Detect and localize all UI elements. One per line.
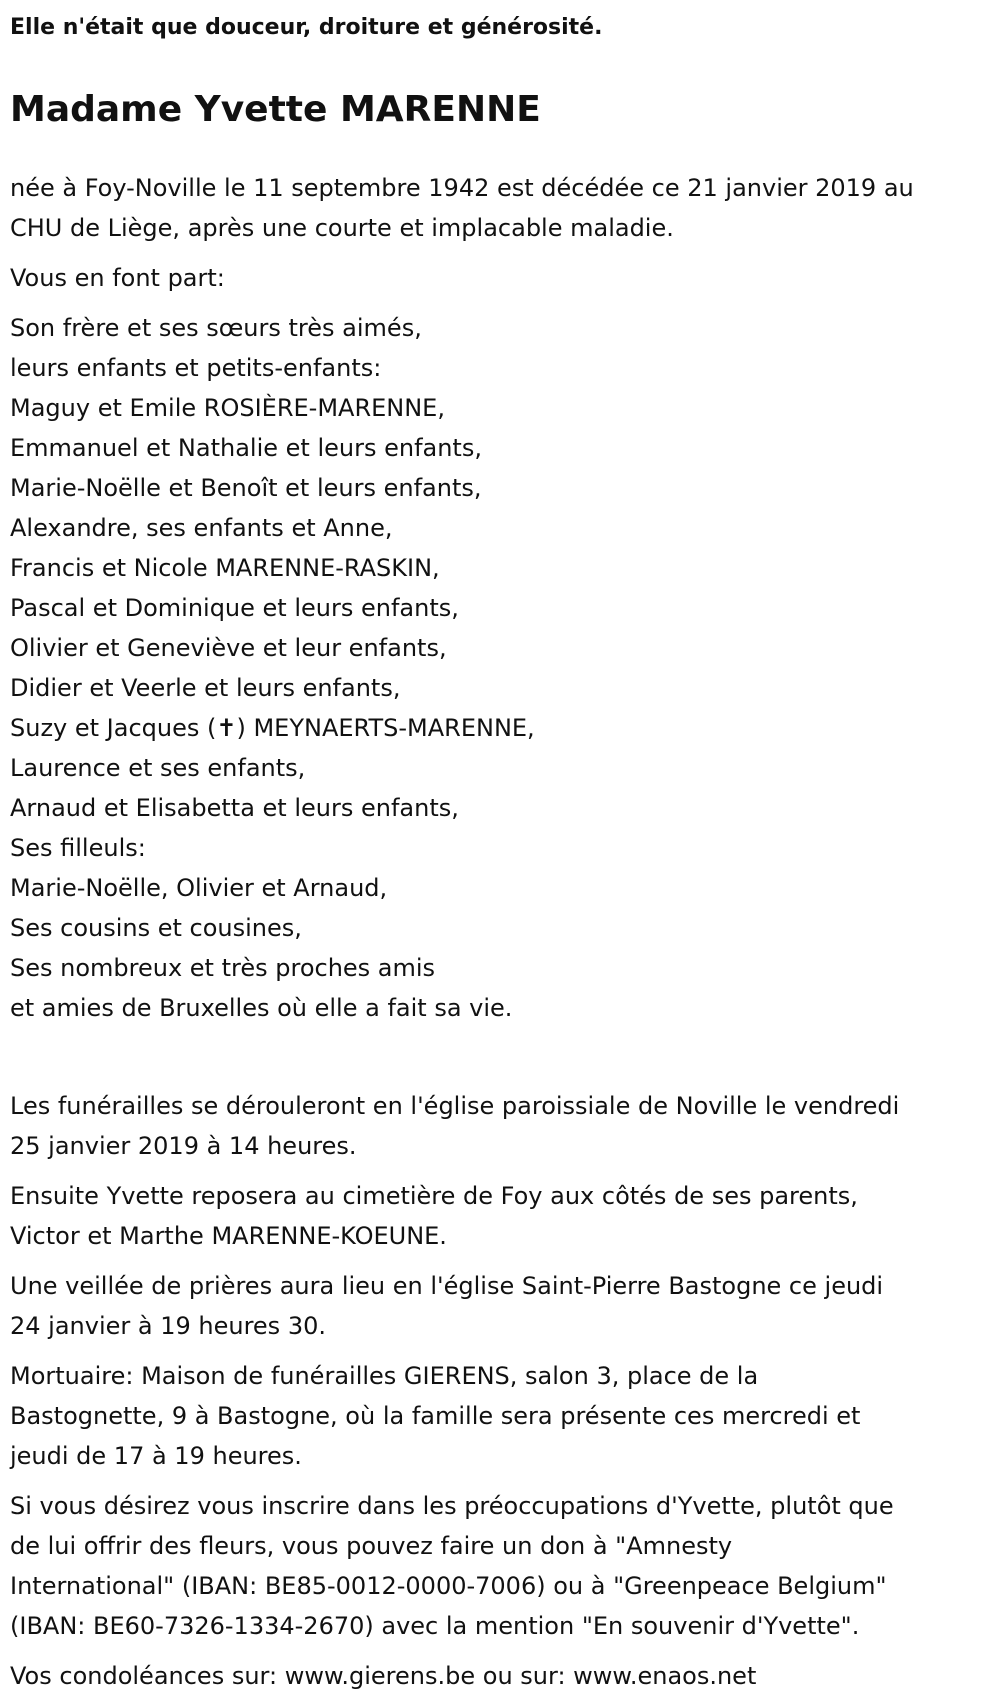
family-line: et amies de Bruxelles où elle a fait sa vie. <box>10 994 513 1022</box>
text-line: Les funérailles se dérouleront en l'église paroissiale de Noville le vendredi <box>10 1092 900 1120</box>
mortuary-paragraph <box>10 1356 990 1476</box>
text-line: Mortuaire: Maison de funérailles GIERENS, salon 3, place de la <box>10 1362 759 1390</box>
epigraph: Elle n'était que douceur, droiture et générosité. <box>10 15 603 40</box>
text-line: 25 janvier 2019 à 14 heures. <box>10 1132 357 1160</box>
family-line: Francis et Nicole MARENNE-RASKIN, <box>10 554 440 582</box>
family-list <box>10 308 990 1028</box>
family-line: Ses nombreux et très proches amis <box>10 954 436 982</box>
text-line: Vous en font part: <box>10 264 225 292</box>
text-line: Bastognette, 9 à Bastogne, où la famille sera présente ces mercredi et <box>10 1402 861 1430</box>
family-line: Suzy et Jacques (✝) MEYNAERTS-MARENNE, <box>10 714 535 742</box>
family-line: Ses cousins et cousines, <box>10 914 302 942</box>
funeral-paragraph <box>10 1086 990 1166</box>
family-line: leurs enfants et petits-enfants: <box>10 354 382 382</box>
donation-paragraph <box>10 1486 990 1646</box>
family-line: Alexandre, ses enfants et Anne, <box>10 514 393 542</box>
deceased-name: Madame Yvette MARENNE <box>10 89 541 130</box>
text-line: Si vous désirez vous inscrire dans les préoccupations d'Yvette, plutôt que <box>10 1492 894 1520</box>
family-line: Arnaud et Elisabetta et leurs enfants, <box>10 794 459 822</box>
burial-paragraph <box>10 1176 990 1256</box>
birth-death-paragraph <box>10 168 990 248</box>
announcement <box>10 258 990 298</box>
family-line: Olivier et Geneviève et leur enfants, <box>10 634 447 662</box>
family-line: Pascal et Dominique et leurs enfants, <box>10 594 459 622</box>
vigil-paragraph <box>10 1266 990 1346</box>
family-line: Son frère et ses sœurs très aimés, <box>10 314 422 342</box>
condolences-paragraph <box>10 1656 990 1696</box>
text-line: (IBAN: BE60-7326-1334-2670) avec la mention "En souvenir d'Yvette". <box>10 1612 860 1640</box>
family-line: Laurence et ses enfants, <box>10 754 306 782</box>
family-line: Maguy et Emile ROSIÈRE-MARENNE, <box>10 394 445 422</box>
condolences-text: Vos condoléances sur: www.gierens.be ou sur: www.enaos.net <box>10 1662 757 1690</box>
text-line: jeudi de 17 à 19 heures. <box>10 1442 302 1470</box>
text-line: International" (IBAN: BE85-0012-0000-7006) ou à "Greenpeace Belgium" <box>10 1572 887 1600</box>
family-line: Emmanuel et Nathalie et leurs enfants, <box>10 434 482 462</box>
text-line: Une veillée de prières aura lieu en l'église Saint-Pierre Bastogne ce jeudi <box>10 1272 884 1300</box>
text-line: Ensuite Yvette reposera au cimetière de Foy aux côtés de ses parents, <box>10 1182 858 1210</box>
family-line: Marie-Noëlle, Olivier et Arnaud, <box>10 874 388 902</box>
family-line: Marie-Noëlle et Benoît et leurs enfants, <box>10 474 482 502</box>
family-line: Ses filleuls: <box>10 834 146 862</box>
text-line: CHU de Liège, après une courte et implacable maladie. <box>10 214 674 242</box>
text-line: née à Foy-Noville le 11 septembre 1942 est décédée ce 21 janvier 2019 au <box>10 174 914 202</box>
text-line: 24 janvier à 19 heures 30. <box>10 1312 326 1340</box>
family-line: Didier et Veerle et leurs enfants, <box>10 674 401 702</box>
text-line: Victor et Marthe MARENNE-KOEUNE. <box>10 1222 447 1250</box>
text-line: de lui offrir des fleurs, vous pouvez faire un don à "Amnesty <box>10 1532 733 1560</box>
